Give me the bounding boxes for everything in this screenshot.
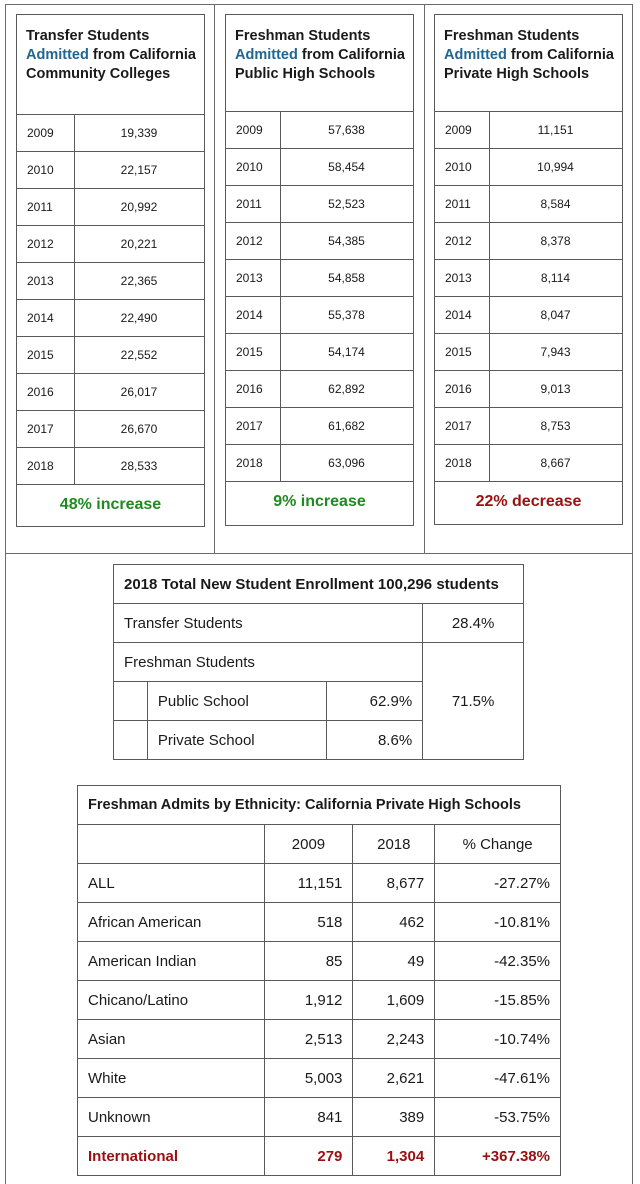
private-school-percent: 8.6% bbox=[327, 721, 423, 760]
change-summary: 48% increase bbox=[59, 496, 162, 513]
ethnicity-label: International bbox=[78, 1137, 265, 1176]
title-text: from California Public High Schools bbox=[235, 47, 405, 82]
indent-cell bbox=[114, 721, 148, 760]
count-2009: 841 bbox=[264, 1098, 353, 1137]
year-label: 2009 bbox=[236, 123, 263, 137]
panel-title bbox=[17, 15, 204, 115]
year-label: 2016 bbox=[27, 385, 54, 399]
year-label: 2010 bbox=[445, 160, 472, 174]
admit-count: 8,114 bbox=[540, 271, 571, 285]
year-row bbox=[17, 411, 204, 448]
ethnicity-label: ALL bbox=[78, 864, 265, 903]
header-2018: 2018 bbox=[353, 825, 435, 864]
year-row bbox=[435, 297, 622, 334]
admit-count: 20,992 bbox=[120, 200, 158, 214]
count-2018: 49 bbox=[353, 942, 435, 981]
admit-count: 62,892 bbox=[328, 382, 365, 396]
year-row bbox=[435, 334, 622, 371]
transfer-admits-panel bbox=[16, 14, 205, 527]
year-row bbox=[17, 189, 204, 226]
year-row bbox=[17, 152, 204, 189]
admit-count: 10,994 bbox=[537, 160, 574, 174]
percent-change: -27.27% bbox=[435, 864, 561, 903]
count-2018: 2,243 bbox=[353, 1020, 435, 1059]
year-label: 2018 bbox=[445, 456, 472, 470]
admit-count: 28,533 bbox=[120, 459, 158, 473]
year-row bbox=[17, 337, 204, 374]
year-row bbox=[226, 149, 413, 186]
transfer-percent: 28.4% bbox=[423, 604, 524, 643]
private-school-label: Private School bbox=[147, 721, 326, 760]
count-2009: 2,513 bbox=[264, 1020, 353, 1059]
change-summary: 9% increase bbox=[273, 493, 366, 510]
admit-count: 8,584 bbox=[540, 197, 571, 211]
year-label: 2011 bbox=[27, 200, 53, 214]
admit-count: 8,378 bbox=[540, 234, 571, 248]
ethnicity-title: Freshman Admits by Ethnicity: California Private High Schools bbox=[78, 786, 561, 825]
year-label: 2010 bbox=[27, 163, 54, 177]
ethnicity-row bbox=[78, 942, 561, 981]
public-hs-admits-panel bbox=[225, 14, 414, 526]
private-hs-admits-panel bbox=[434, 14, 623, 525]
title-text: Freshman Students bbox=[235, 28, 371, 44]
count-2018: 462 bbox=[353, 903, 435, 942]
year-label: 2012 bbox=[445, 234, 472, 248]
title-text: from California Community Colleges bbox=[26, 47, 196, 82]
year-row bbox=[435, 260, 622, 297]
admit-count: 8,667 bbox=[540, 456, 571, 470]
count-2018: 8,677 bbox=[353, 864, 435, 903]
ethnicity-row bbox=[78, 903, 561, 942]
title-accent-text: Admitted bbox=[444, 47, 507, 63]
year-label: 2017 bbox=[236, 419, 263, 433]
year-label: 2011 bbox=[236, 197, 262, 211]
ethnicity-label: American Indian bbox=[78, 942, 265, 981]
admit-count: 54,174 bbox=[328, 345, 365, 359]
year-label: 2014 bbox=[445, 308, 472, 322]
year-label: 2016 bbox=[236, 382, 263, 396]
percent-change: -10.81% bbox=[435, 903, 561, 942]
year-row bbox=[435, 112, 622, 149]
count-2018: 1,304 bbox=[353, 1137, 435, 1176]
count-2018: 389 bbox=[353, 1098, 435, 1137]
admit-count: 63,096 bbox=[328, 456, 365, 470]
percent-change: +367.38% bbox=[435, 1137, 561, 1176]
enrollment-title: 2018 Total New Student Enrollment 100,296 students bbox=[114, 565, 524, 604]
admit-count: 8,047 bbox=[540, 308, 571, 322]
ethnicity-label: African American bbox=[78, 903, 265, 942]
header-blank bbox=[78, 825, 265, 864]
count-2018: 1,609 bbox=[353, 981, 435, 1020]
admit-count: 20,221 bbox=[120, 237, 158, 251]
admit-count: 61,682 bbox=[328, 419, 365, 433]
change-summary: 22% decrease bbox=[475, 493, 582, 510]
year-row bbox=[17, 115, 204, 152]
count-2009: 518 bbox=[264, 903, 353, 942]
freshman-percent: 71.5% bbox=[423, 643, 524, 760]
column-divider bbox=[214, 5, 215, 554]
panel-title bbox=[226, 15, 413, 112]
title-text: Transfer Students bbox=[26, 28, 150, 44]
year-label: 2010 bbox=[236, 160, 263, 174]
count-2009: 5,003 bbox=[264, 1059, 353, 1098]
ethnicity-label: White bbox=[78, 1059, 265, 1098]
ethnicity-row bbox=[78, 981, 561, 1020]
admit-count: 26,017 bbox=[120, 385, 158, 399]
title-text: from California Private High Schools bbox=[444, 47, 614, 82]
admit-count: 58,454 bbox=[328, 160, 365, 174]
admit-count: 9,013 bbox=[540, 382, 571, 396]
percent-change: -47.61% bbox=[435, 1059, 561, 1098]
admit-count: 8,753 bbox=[540, 419, 571, 433]
header-change: % Change bbox=[435, 825, 561, 864]
year-row bbox=[226, 112, 413, 149]
year-label: 2009 bbox=[27, 126, 54, 140]
freshman-label: Freshman Students bbox=[114, 643, 423, 682]
admit-count: 22,490 bbox=[120, 311, 158, 325]
ethnicity-table bbox=[77, 785, 561, 1176]
admit-count: 26,670 bbox=[120, 422, 158, 436]
admit-count: 22,157 bbox=[120, 163, 158, 177]
year-label: 2012 bbox=[27, 237, 54, 251]
year-label: 2014 bbox=[236, 308, 263, 322]
year-row bbox=[226, 223, 413, 260]
admit-count: 22,365 bbox=[120, 274, 158, 288]
admit-count: 54,385 bbox=[328, 234, 365, 248]
percent-change: -15.85% bbox=[435, 981, 561, 1020]
year-row bbox=[226, 334, 413, 371]
admit-count: 11,151 bbox=[537, 123, 574, 137]
year-row bbox=[435, 186, 622, 223]
admit-count: 7,943 bbox=[540, 345, 571, 359]
admit-count: 52,523 bbox=[328, 197, 365, 211]
count-2009: 279 bbox=[264, 1137, 353, 1176]
year-label: 2015 bbox=[445, 345, 472, 359]
ethnicity-row bbox=[78, 1098, 561, 1137]
ethnicity-row bbox=[78, 1137, 561, 1176]
ethnicity-label: Unknown bbox=[78, 1098, 265, 1137]
transfer-label: Transfer Students bbox=[114, 604, 423, 643]
year-row bbox=[17, 226, 204, 263]
year-row bbox=[226, 408, 413, 445]
admit-count: 54,858 bbox=[328, 271, 365, 285]
percent-change: -10.74% bbox=[435, 1020, 561, 1059]
percent-change: -42.35% bbox=[435, 942, 561, 981]
panel-title bbox=[435, 15, 622, 112]
count-2009: 11,151 bbox=[264, 864, 353, 903]
public-school-percent: 62.9% bbox=[327, 682, 423, 721]
year-label: 2013 bbox=[236, 271, 263, 285]
ethnicity-label: Asian bbox=[78, 1020, 265, 1059]
year-label: 2015 bbox=[27, 348, 54, 362]
year-row bbox=[435, 408, 622, 445]
year-row bbox=[435, 371, 622, 408]
year-row bbox=[435, 445, 622, 482]
year-row bbox=[226, 445, 413, 482]
year-label: 2018 bbox=[236, 456, 263, 470]
enrollment-table bbox=[113, 564, 524, 760]
year-label: 2011 bbox=[445, 197, 471, 211]
year-label: 2018 bbox=[27, 459, 54, 473]
year-row bbox=[226, 297, 413, 334]
title-accent-text: Admitted bbox=[26, 47, 89, 63]
year-row bbox=[435, 149, 622, 186]
header-2009: 2009 bbox=[264, 825, 353, 864]
column-divider bbox=[424, 5, 425, 554]
year-label: 2017 bbox=[445, 419, 472, 433]
ethnicity-label: Chicano/Latino bbox=[78, 981, 265, 1020]
ethnicity-row bbox=[78, 1020, 561, 1059]
ethnicity-row bbox=[78, 864, 561, 903]
year-row bbox=[17, 374, 204, 411]
count-2018: 2,621 bbox=[353, 1059, 435, 1098]
year-row bbox=[226, 260, 413, 297]
year-row bbox=[17, 448, 204, 485]
admit-count: 19,339 bbox=[120, 126, 158, 140]
admit-count: 22,552 bbox=[120, 348, 158, 362]
year-row bbox=[17, 263, 204, 300]
public-school-label: Public School bbox=[147, 682, 326, 721]
count-2009: 1,912 bbox=[264, 981, 353, 1020]
year-label: 2012 bbox=[236, 234, 263, 248]
year-label: 2017 bbox=[27, 422, 54, 436]
indent-cell bbox=[114, 682, 148, 721]
year-label: 2013 bbox=[445, 271, 472, 285]
title-text: Freshman Students bbox=[444, 28, 580, 44]
year-row bbox=[17, 300, 204, 337]
year-row bbox=[226, 186, 413, 223]
title-accent-text: Admitted bbox=[235, 47, 298, 63]
year-label: 2009 bbox=[445, 123, 472, 137]
ethnicity-row bbox=[78, 1059, 561, 1098]
year-label: 2015 bbox=[236, 345, 263, 359]
year-label: 2014 bbox=[27, 311, 54, 325]
year-row bbox=[435, 223, 622, 260]
year-row bbox=[226, 371, 413, 408]
admit-count: 55,378 bbox=[328, 308, 365, 322]
count-2009: 85 bbox=[264, 942, 353, 981]
admit-count: 57,638 bbox=[328, 123, 365, 137]
percent-change: -53.75% bbox=[435, 1098, 561, 1137]
year-label: 2016 bbox=[445, 382, 472, 396]
year-label: 2013 bbox=[27, 274, 54, 288]
